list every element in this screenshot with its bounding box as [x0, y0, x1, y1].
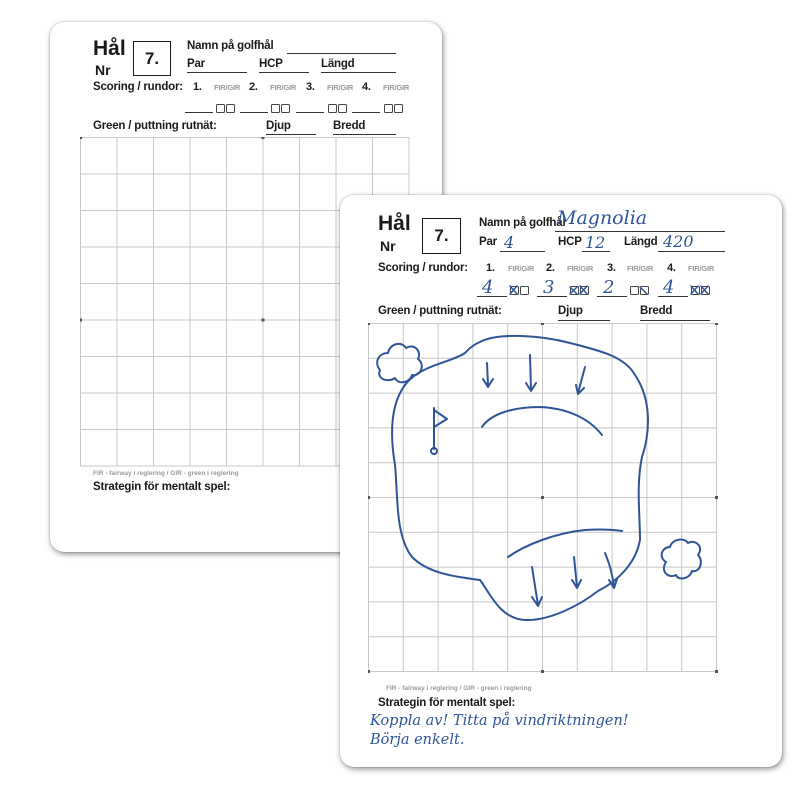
strategy-label: Strategin för mentalt spel:	[378, 697, 516, 709]
length-line	[321, 72, 396, 73]
bush-icon	[662, 540, 701, 579]
depth-label: Djup	[558, 305, 583, 317]
round-1-number: 1.	[486, 262, 495, 274]
round-3-fir-gir: FIR/GIR	[327, 83, 354, 92]
round-2-score-line	[240, 112, 268, 113]
par-value: 4	[504, 233, 515, 252]
slope-arrow-3	[576, 367, 585, 394]
hole-number-box	[133, 41, 171, 76]
slope-arrow-4	[532, 567, 542, 606]
strategy-label: Strategin för mentalt spel:	[93, 481, 231, 493]
scoring-label: Scoring / rundor:	[93, 81, 183, 93]
flag-icon	[434, 408, 447, 449]
green-grid-label: Green / puttning rutnät:	[378, 305, 502, 317]
ridge-upper	[482, 407, 602, 435]
round-1-score: 4	[482, 277, 494, 298]
width-line	[333, 134, 396, 135]
round-3-score: 2	[603, 277, 615, 298]
round-1-gir-checkbox[interactable]	[226, 104, 235, 113]
hole-cup-icon	[431, 448, 437, 454]
round-4-fir-gir: FIR/GIR	[688, 264, 715, 273]
round-2-number: 2.	[249, 81, 258, 93]
green-grid-label: Green / puttning rutnät:	[93, 120, 217, 132]
slope-arrow-6	[605, 553, 617, 588]
hcp-label: HCP	[558, 236, 582, 248]
round-3-score-line	[296, 112, 324, 113]
round-1-score-line	[185, 112, 213, 113]
depth-line	[266, 134, 316, 135]
legend-text: FIR - fairway i reglering / GIR - green i reglering	[386, 685, 532, 692]
length-value: 420	[663, 232, 694, 251]
hcp-label: HCP	[259, 58, 283, 70]
hole-label: Hål	[378, 212, 411, 235]
round-3-number: 3.	[607, 262, 616, 274]
grid-marker	[80, 137, 82, 139]
round-4-score-line	[352, 112, 380, 113]
round-3-number: 3.	[306, 81, 315, 93]
round-2-number: 2.	[546, 262, 555, 274]
round-3-fir-gir: FIR/GIR	[627, 264, 654, 273]
par-label: Par	[479, 236, 497, 248]
hole-name-label: Namn på golfhål	[187, 40, 274, 52]
round-2-gir-checkbox[interactable]	[281, 104, 290, 113]
depth-label: Djup	[266, 120, 291, 132]
strategy-note-line-2: Börja enkelt.	[370, 732, 465, 748]
round-4-number: 4.	[362, 81, 371, 93]
hole-label: Hål	[93, 37, 126, 60]
width-label: Bredd	[333, 120, 366, 132]
round-1-number: 1.	[193, 81, 202, 93]
hole-number: 7.	[144, 48, 160, 68]
green-drawing	[340, 195, 782, 767]
hole-name-value: Magnolia	[557, 207, 648, 229]
round-2-fir-gir: FIR/GIR	[567, 264, 594, 273]
round-4-number: 4.	[667, 262, 676, 274]
round-4-gir-checkbox[interactable]	[394, 104, 403, 113]
par-line	[187, 72, 247, 73]
round-4-score: 4	[663, 277, 675, 298]
par-label: Par	[187, 58, 205, 70]
hcp-line	[259, 72, 309, 73]
hole-name-line	[287, 53, 396, 54]
round-1-fir-gir: FIR/GIR	[214, 83, 241, 92]
round-2-fir-checkbox[interactable]	[271, 104, 280, 113]
round-3-fir-checkbox[interactable]	[328, 104, 337, 113]
scoring-label: Scoring / rundor:	[378, 262, 468, 274]
round-2-score: 3	[543, 277, 555, 298]
slope-arrow-2	[526, 355, 536, 391]
hole-name-label: Namn på golfhål	[479, 217, 566, 229]
width-label: Bredd	[640, 305, 673, 317]
slope-arrow-5	[572, 557, 581, 588]
round-3-gir-checkbox[interactable]	[338, 104, 347, 113]
grid-marker	[262, 319, 265, 322]
round-4-fir-gir: FIR/GIR	[383, 83, 410, 92]
length-label: Längd	[624, 236, 658, 248]
round-1-fir-checkbox[interactable]	[216, 104, 225, 113]
strategy-note-line-1: Koppla av! Titta på vindriktningen!	[370, 713, 629, 729]
legend-text: FIR - fairway i reglering / GIR - green i reglering	[93, 470, 239, 477]
round-2-fir-gir: FIR/GIR	[270, 83, 297, 92]
grid-marker	[80, 319, 82, 322]
round-4-fir-checkbox[interactable]	[384, 104, 393, 113]
scorecard-front	[340, 195, 782, 767]
hole-number: 7.	[434, 226, 449, 245]
nr-label: Nr	[95, 62, 111, 78]
slope-arrow-1	[483, 363, 493, 387]
round-1-fir-gir: FIR/GIR	[508, 264, 535, 273]
length-label: Längd	[321, 58, 355, 70]
hcp-value: 12	[585, 233, 606, 252]
nr-label: Nr	[380, 238, 396, 254]
grid-marker	[262, 137, 265, 139]
green-outline	[392, 336, 648, 620]
